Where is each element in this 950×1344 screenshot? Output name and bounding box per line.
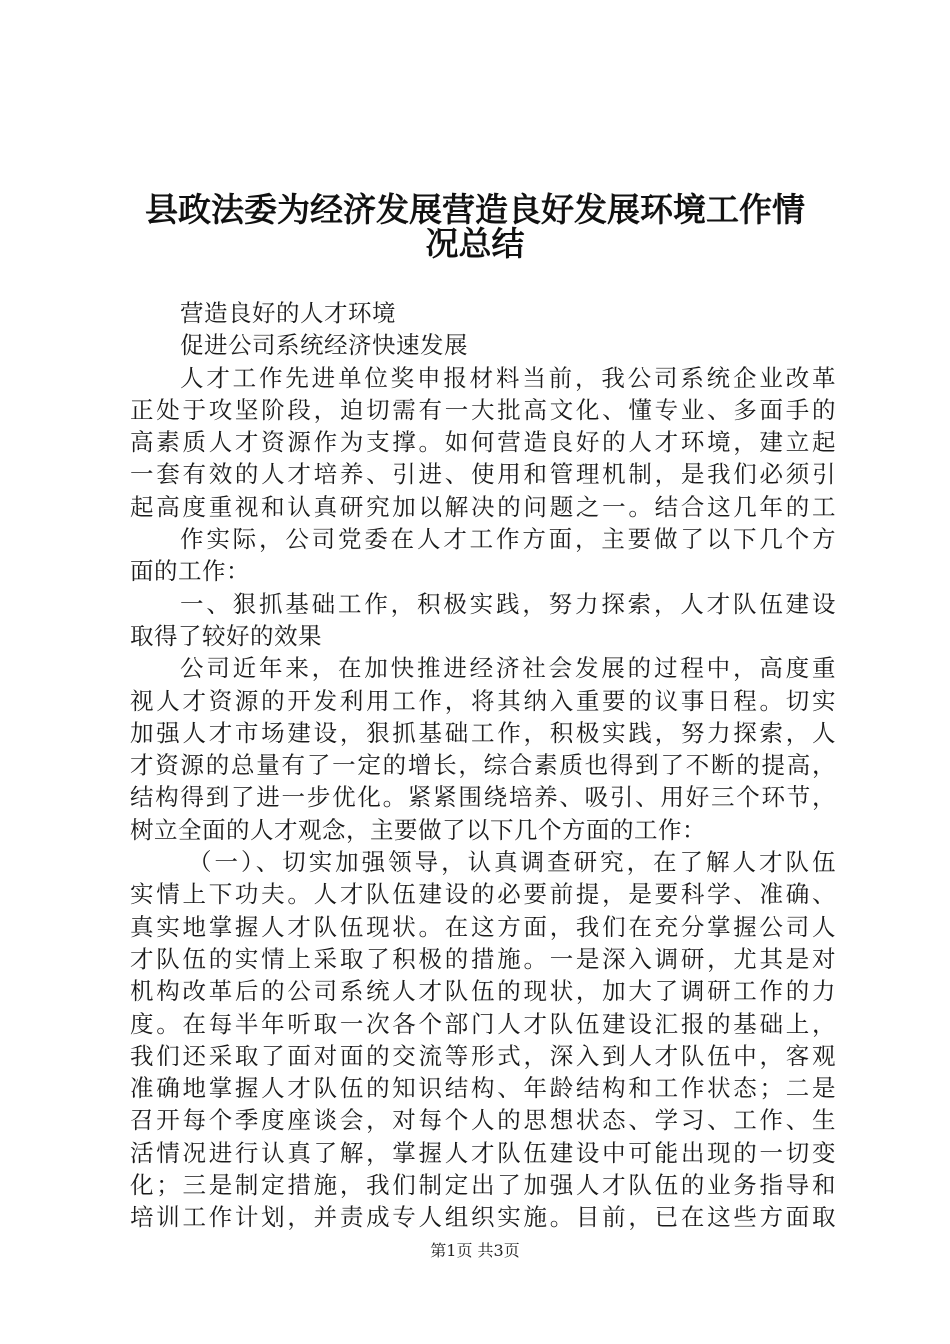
body-line: 我们还采取了面对面的交流等形式，深入到人才队伍中，客观 <box>130 1041 836 1070</box>
body-line: 度。在每半年听取一次各个部门人才队伍建设汇报的基础上， <box>130 1009 836 1038</box>
document-title-line-1: 县政法委为经济发展营造良好发展环境工作情 <box>145 190 805 229</box>
body-line: 才资源的总量有了一定的增长，综合素质也得到了不断的提高， <box>130 751 836 780</box>
body-line: 树立全面的人才观念，主要做了以下几个方面的工作： <box>130 815 706 844</box>
body-line: 正处于攻坚阶段，迫切需有一大批高文化、懂专业、多面手的 <box>130 395 836 424</box>
body-line: 起高度重视和认真研究加以解决的问题之一。结合这几年的工 <box>130 492 836 521</box>
body-line: 一、狠抓基础工作，积极实践，努力探索，人才队伍建设 <box>180 589 836 618</box>
body-line: 真实地掌握人才队伍现状。在这方面，我们在充分掌握公司人 <box>130 912 836 941</box>
body-line: 活情况进行认真了解，掌握人才队伍建设中可能出现的一切变 <box>130 1138 836 1167</box>
body-line: 取得了较好的效果 <box>130 621 322 650</box>
body-line: 一套有效的人才培养、引进、使用和管理机制，是我们必须引 <box>130 460 836 489</box>
body-line: 作实际，公司党委在人才工作方面，主要做了以下几个方 <box>180 525 836 554</box>
body-line: 高素质人才资源作为支撑。如何营造良好的人才环境，建立起 <box>130 428 836 457</box>
body-line: 人才工作先进单位奖申报材料当前，我公司系统企业改革 <box>180 363 836 392</box>
body-line: 促进公司系统经济快速发展 <box>180 331 468 360</box>
body-line: （一）、切实加强领导，认真调查研究，在了解人才队伍 <box>188 848 836 877</box>
body-line: 结构得到了进一步优化。紧紧围绕培养、吸引、用好三个环节， <box>130 783 836 812</box>
body-line: 才队伍的实情上采取了积极的措施。一是深入调研，尤其是对 <box>130 944 836 973</box>
page-number-footer: 第1页 共3页 <box>430 1241 520 1260</box>
body-line: 营造良好的人才环境 <box>180 299 396 327</box>
body-line: 召开每个季度座谈会，对每个人的思想状态、学习、工作、生 <box>130 1106 836 1135</box>
body-line: 面的工作： <box>130 557 250 586</box>
body-line: 加强人才市场建设，狠抓基础工作，积极实践，努力探索，人 <box>130 718 836 747</box>
body-line: 化；三是制定措施，我们制定出了加强人才队伍的业务指导和 <box>130 1171 836 1200</box>
document-title-line-2: 况总结 <box>425 224 525 263</box>
body-line: 机构改革后的公司系统人才队伍的现状，加大了调研工作的力 <box>130 977 836 1006</box>
body-line: 视人才资源的开发利用工作，将其纳入重要的议事日程。切实 <box>130 686 836 715</box>
body-line: 培训工作计划，并责成专人组织实施。目前，已在这些方面取 <box>130 1203 836 1232</box>
body-line: 准确地掌握人才队伍的知识结构、年龄结构和工作状态；二是 <box>130 1074 836 1103</box>
document-body <box>130 297 836 1234</box>
body-line: 公司近年来，在加快推进经济社会发展的过程中，高度重 <box>180 654 836 683</box>
body-line: 实情上下功夫。人才队伍建设的必要前提，是要科学、准确、 <box>130 880 836 909</box>
